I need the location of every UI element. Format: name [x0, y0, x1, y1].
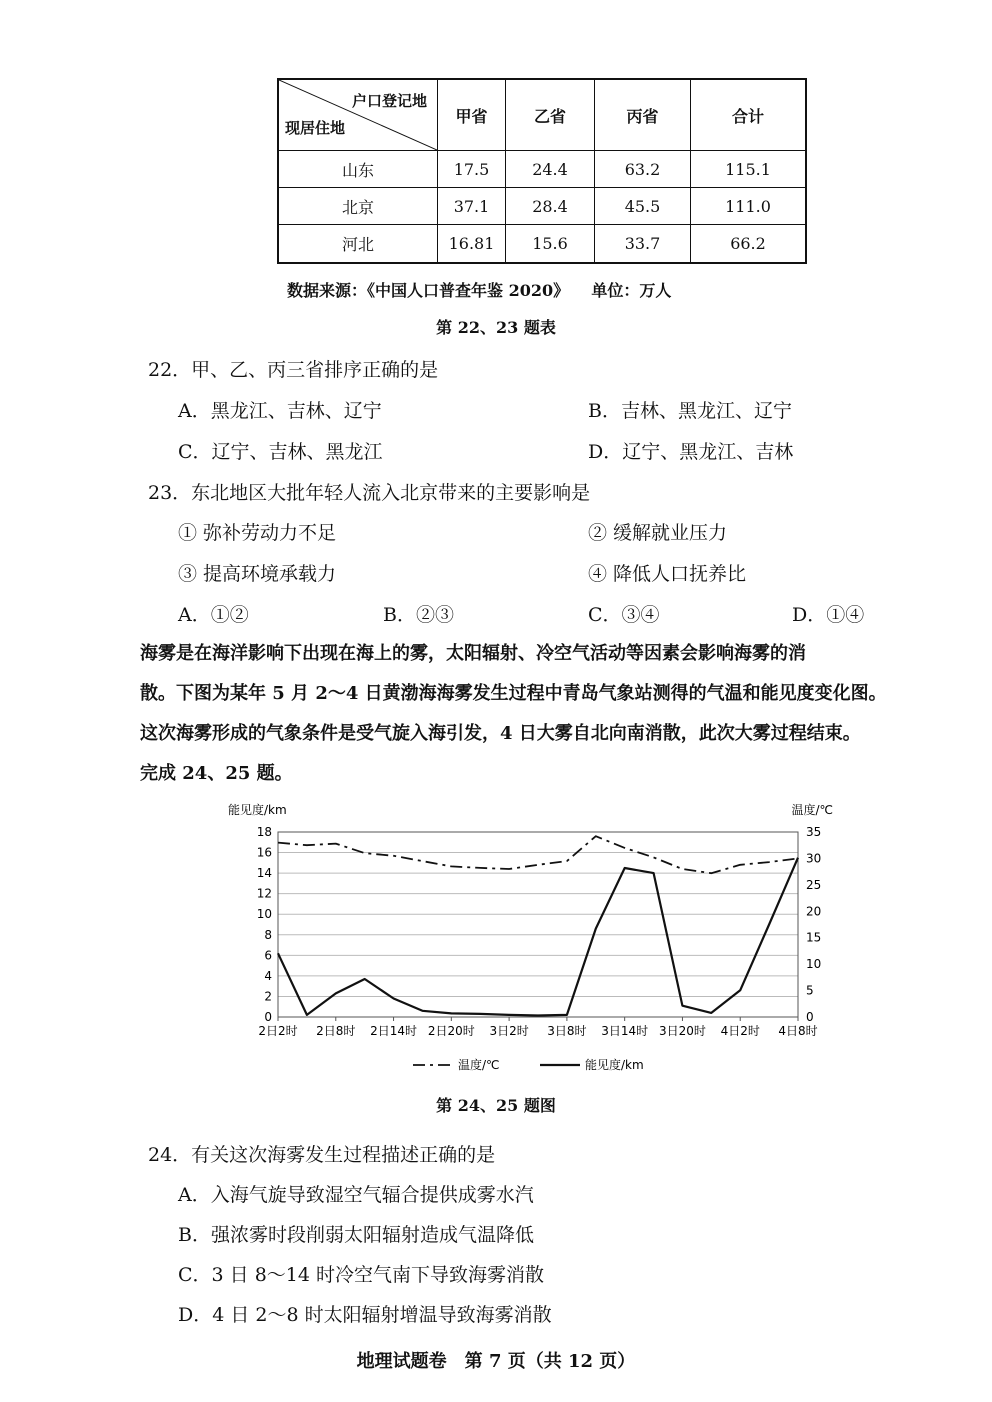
legend-temperature-label: 温度/℃ — [458, 1058, 500, 1072]
y-left-tick-label: 8 — [264, 927, 272, 942]
y-left-tick-label: 12 — [256, 886, 272, 901]
table-row — [278, 225, 806, 263]
plot-frame — [278, 832, 798, 1017]
y-right-tick-label: 0 — [806, 1010, 814, 1024]
y-left-tick-label: 0 — [264, 1010, 272, 1024]
column-header: 乙省 — [506, 79, 595, 151]
y-right-tick-label: 15 — [806, 930, 822, 945]
x-tick-label: 2日20时 — [427, 1024, 475, 1038]
column-header: 甲省 — [438, 79, 506, 151]
table-cell: 17.5 — [438, 151, 506, 188]
y-right-tick-label: 10 — [806, 957, 822, 972]
temperature-line — [278, 836, 798, 873]
table-row — [278, 188, 806, 225]
chart-caption: 第 24、25 题图 — [436, 1096, 556, 1115]
y-left-tick-label: 16 — [256, 845, 272, 860]
y-right-tick-label: 5 — [806, 983, 814, 998]
q23-statement-3: ③ 提高环境承载力 — [178, 563, 337, 585]
passage-line-1: 海雾是在海洋影响下出现在海上的雾，太阳辐射、冷空气活动等因素会影响海雾的消 — [140, 643, 806, 664]
visibility-line — [278, 858, 798, 1016]
q22-option-c[interactable]: C．辽宁、吉林、黑龙江 — [178, 441, 383, 463]
table-cell: 63.2 — [595, 151, 691, 188]
x-tick-label: 2日2时 — [258, 1024, 298, 1038]
table-source-note: 数据来源：《中国人口普查年鉴 2020》 单位：万人 — [287, 281, 672, 300]
q24-option-c[interactable]: C．3 日 8～14 时冷空气南下导致海雾消散 — [178, 1264, 545, 1286]
y-left-tick-label: 4 — [264, 968, 272, 983]
table-cell: 15.6 — [506, 225, 595, 263]
q23-option-d[interactable]: D．①④ — [792, 604, 865, 626]
q24-option-d[interactable]: D．4 日 2～8 时太阳辐射增温导致海雾消散 — [178, 1304, 552, 1326]
q23-statement-1: ① 弥补劳动力不足 — [178, 522, 337, 544]
y-left-tick-label: 2 — [264, 989, 272, 1004]
q22-option-b[interactable]: B．吉林、黑龙江、辽宁 — [588, 400, 792, 422]
table-cell: 66.2 — [691, 225, 807, 263]
x-tick-label: 2日8时 — [316, 1024, 356, 1038]
table-caption: 第 22、23 题表 — [436, 318, 556, 337]
page-footer: 地理试题卷 第 7 页（共 12 页） — [356, 1351, 636, 1372]
x-tick-label: 4日2时 — [720, 1024, 760, 1038]
y-right-tick-label: 20 — [806, 904, 822, 919]
question-22-stem: 22．甲、乙、丙三省排序正确的是 — [148, 359, 439, 381]
table-cell: 37.1 — [438, 188, 506, 225]
x-tick-label: 3日20时 — [658, 1024, 706, 1038]
table-cell: 111.0 — [691, 188, 807, 225]
y-left-tick-label: 10 — [256, 907, 272, 922]
row-label: 北京 — [278, 188, 438, 225]
table-corner-header — [278, 79, 438, 151]
legend-visibility-label: 能见度/km — [585, 1058, 644, 1072]
header-col-label: 户口登记地 — [351, 92, 427, 110]
header-row-label: 现居住地 — [285, 119, 346, 137]
y-right-tick-label: 30 — [806, 851, 822, 866]
q22-option-d[interactable]: D．辽宁、黑龙江、吉林 — [588, 441, 794, 463]
y-left-tick-label: 6 — [264, 948, 272, 963]
x-tick-label: 3日14时 — [601, 1024, 649, 1038]
column-header: 合计 — [691, 79, 807, 151]
y-right-tick-label: 35 — [806, 825, 822, 839]
question-24-stem: 24．有关这次海雾发生过程描述正确的是 — [148, 1144, 496, 1166]
y-left-tick-label: 14 — [256, 866, 272, 881]
passage-line-4: 完成 24、25 题。 — [140, 763, 293, 784]
q23-statement-2: ② 缓解就业压力 — [588, 522, 728, 544]
question-23-stem: 23．东北地区大批年轻人流入北京带来的主要影响是 — [148, 482, 591, 504]
q22-option-a[interactable]: A．黑龙江、吉林、辽宁 — [178, 400, 382, 422]
x-tick-label: 3日2时 — [489, 1024, 529, 1038]
passage-line-3: 这次海雾形成的气象条件是受气旋入海引发，4 日大雾自北向南消散，此次大雾过程结束。 — [140, 723, 861, 744]
row-label: 河北 — [278, 225, 438, 263]
table-cell: 45.5 — [595, 188, 691, 225]
q24-option-a[interactable]: A．入海气旋导致湿空气辐合提供成雾水汽 — [178, 1184, 534, 1206]
population-table — [277, 78, 807, 264]
table-cell: 115.1 — [691, 151, 807, 188]
y-left-axis-label: 能见度/km — [228, 803, 287, 817]
row-label: 山东 — [278, 151, 438, 188]
fog-chart — [228, 800, 848, 1090]
q23-option-a[interactable]: A．①② — [178, 604, 249, 626]
y-right-axis-label: 温度/℃ — [791, 803, 833, 817]
x-tick-label: 4日8时 — [778, 1024, 818, 1038]
table-cell: 28.4 — [506, 188, 595, 225]
x-tick-label: 2日14时 — [370, 1024, 418, 1038]
x-tick-label: 3日8时 — [547, 1024, 587, 1038]
q24-option-b[interactable]: B．强浓雾时段削弱太阳辐射造成气温降低 — [178, 1224, 534, 1246]
y-left-tick-label: 18 — [256, 825, 272, 839]
q23-option-c[interactable]: C．③④ — [588, 604, 660, 626]
y-right-tick-label: 25 — [806, 877, 822, 892]
passage-line-2: 散。下图为某年 5 月 2～4 日黄渤海海雾发生过程中青岛气象站测得的气温和能见度变化图。 — [140, 683, 887, 704]
table-cell: 24.4 — [506, 151, 595, 188]
column-header: 丙省 — [595, 79, 691, 151]
q23-option-b[interactable]: B．②③ — [383, 604, 454, 626]
q23-statement-4: ④ 降低人口抚养比 — [588, 563, 747, 585]
table-cell: 33.7 — [595, 225, 691, 263]
chart-svg — [228, 800, 848, 1090]
table-cell: 16.81 — [438, 225, 506, 263]
table-row — [278, 151, 806, 188]
